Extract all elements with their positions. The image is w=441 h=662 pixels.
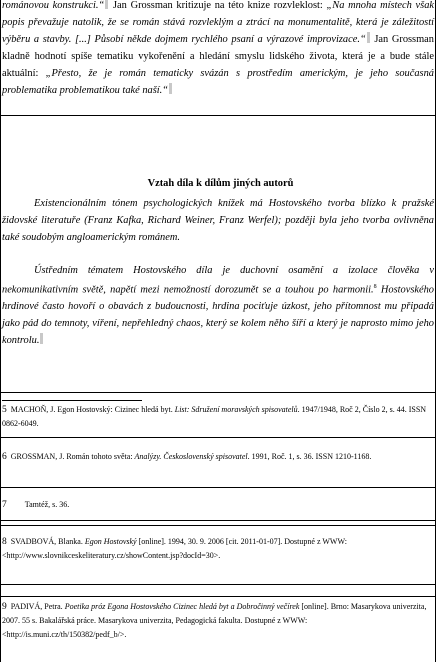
footnote-rule bbox=[2, 400, 142, 401]
section-divider bbox=[0, 115, 436, 116]
footnote-8 bbox=[2, 535, 432, 563]
footnote-tail: . 1947/1948, Roč 2, Číslo 2, s. 44. ISSN 0862-6049. bbox=[2, 405, 427, 428]
footnote-marker bbox=[169, 83, 172, 94]
footnote-italic: Poetika próz Egona Hostovského Cizinec hledá byt a Dobročinný večírek bbox=[64, 602, 300, 611]
right-border bbox=[435, 0, 436, 662]
footnote-text: MACHOŇ, J. Egon Hostovský: Cizinec hledá byt. bbox=[10, 405, 175, 414]
footnote-5 bbox=[2, 403, 432, 431]
paragraph-text: Jan Grossman kritizuje na této knize rozvleklost: „Na mnoha místech však popis převažuje natolik, že se román stává rozvleklým a ztrácí na monumentalitě, která je záležitostí výběru a stavby. [...] Působí někde dojmem rychlého psaní a výrazové improvizace.“ bbox=[2, 0, 435, 45]
footnote-number: 6 bbox=[2, 452, 7, 462]
footnote-text: GROSSMAN, J. Román tohoto světa: bbox=[10, 452, 135, 461]
footnote-6 bbox=[2, 450, 432, 464]
footnote-italic: List: Sdružení moravských spisovatelů bbox=[174, 405, 298, 414]
quote-end: románovou konstrukci.“ bbox=[2, 0, 105, 11]
footnote-number: 9 bbox=[2, 602, 7, 612]
footnote-tail: [online]. 1994, 30. 9. 2006 [cit. 2011-01-07]. Dostupné z WWW: <http://www.slovnikceskeliteratury.cz/showContent.jsp?docId=30>. bbox=[2, 537, 347, 560]
footnote-ref[interactable]: 8 bbox=[373, 284, 377, 290]
footnote-marker bbox=[105, 0, 108, 9]
footnote-italic: Analýzy. Československý spisovatel bbox=[134, 452, 248, 461]
footnote-separator bbox=[0, 392, 436, 393]
left-border bbox=[0, 0, 1, 662]
fn-border bbox=[0, 525, 436, 526]
footnote-italic: Egon Hostovský bbox=[84, 537, 137, 546]
footnote-text: PADIVÁ, Petra. bbox=[10, 602, 65, 611]
paragraph-themes bbox=[2, 262, 434, 349]
fn-border bbox=[0, 520, 436, 521]
footnote-number: 5 bbox=[2, 405, 7, 415]
fn-border bbox=[0, 437, 436, 438]
footnote-number: 7 bbox=[2, 500, 7, 510]
footnote-number: 8 bbox=[2, 537, 7, 547]
fn-border bbox=[0, 584, 436, 585]
paragraph-grossman bbox=[2, 0, 434, 99]
paragraph-influences bbox=[2, 195, 434, 246]
fn-border bbox=[0, 487, 436, 488]
paragraph-themes-text-2: Hostovského hrdinové často hovoří o obavách z budoucnosti, hrdina pociťuje úzkost, jeho přítomnost mu připadá jako pád do temnoty, víření, nepřehledný chaos, který se kolem něho šíří a který je naprosto mimo jeho kontrolu. bbox=[2, 284, 434, 347]
footnote-text: SVADBOVÁ, Blanka. bbox=[10, 537, 85, 546]
footnote-tail: [online]. Brno: Masarykova univerzita, 2007. 55 s. Bakalářská práce. Masarykova univerzita, Pedagogická fakulta. Dostupné z WWW: <http://is.muni.cz/th/150382/pedf_b/>. bbox=[2, 602, 427, 639]
footnote-marker bbox=[367, 32, 370, 43]
paragraph-themes-text: Ústředním tématem Hostovského díla je duchovní osamění a izolace člověka v nekomunikativním světě, napětí mezi nemožností dorozumět se a touhou po harmonii. bbox=[2, 265, 434, 296]
paragraph-text-2: Jan Grossman kladně hodnotí spíše tematiku vykořenění a hledání smyslu lidského života, která je a bude stále aktuální: „Přesto, že je román tematicky svázán s prostředím americkým, je jeho současná problematika problematikou také naší.“ bbox=[2, 34, 434, 96]
paragraph-influences-text: Existencionálním tónem psychologických knížek má Hostovského tvorba blízko k pražské židovské literatuře (Franz Kafka, Richard Weiner, Franz Werfel); později byla jeho tvorba ovlivněna také soudobým angloamerickým románem. bbox=[2, 198, 434, 243]
footnote-7 bbox=[2, 498, 432, 512]
footnote-9 bbox=[2, 600, 432, 642]
footnote-tail: . 1991, Roč. 1, s. 36. ISSN 1210-1168. bbox=[247, 452, 372, 461]
footnote-text: Tamtéž, s. 36. bbox=[24, 500, 70, 509]
footnote-marker bbox=[40, 333, 43, 344]
fn-border bbox=[0, 596, 436, 597]
section-heading: Vztah díla k dílům jiných autorů bbox=[147, 178, 294, 189]
